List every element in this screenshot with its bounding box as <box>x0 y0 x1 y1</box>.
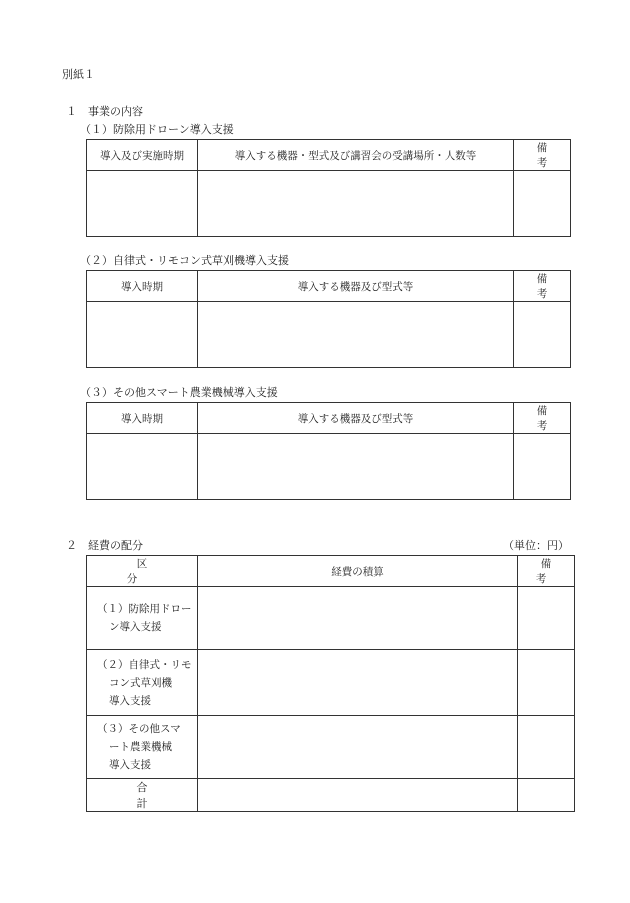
row3-estimate-cell[interactable] <box>198 716 518 779</box>
sub2-table <box>86 270 578 368</box>
sub2-period-cell[interactable] <box>87 302 198 368</box>
sub3-period-cell[interactable] <box>87 434 198 500</box>
row2-estimate-cell[interactable] <box>198 650 518 716</box>
section1-heading: １ 事業の内容 <box>66 105 143 118</box>
sub1-col2-header: 導入する機器・型式及び講習会の受講場所・人数等 <box>198 140 514 171</box>
category-header: 区 分 <box>87 556 198 587</box>
total-remarks-cell[interactable] <box>518 779 575 812</box>
sub3-title: （３）その他スマート農業機械導入支援 <box>80 386 278 399</box>
sub2-equipment-cell[interactable] <box>198 302 514 368</box>
row2-remarks-cell[interactable] <box>518 650 575 716</box>
row2-label: （２）自律式・リモ コン式草刈機 導入支援 <box>87 650 198 716</box>
total-row <box>87 779 575 812</box>
sub3-equipment-cell[interactable] <box>198 434 514 500</box>
total-label: 合 計 <box>87 779 198 812</box>
sub1-remarks-cell[interactable] <box>514 171 571 237</box>
sub1-period-cell[interactable] <box>87 171 198 237</box>
unit-label: （単位：円） <box>503 539 569 552</box>
sub1-col3-header: 備 考 <box>514 140 571 171</box>
row1-estimate-cell[interactable] <box>198 587 518 650</box>
remarks-header: 備 考 <box>518 556 575 587</box>
row3-remarks-cell[interactable] <box>518 716 575 779</box>
sub3-remarks-cell[interactable] <box>514 434 571 500</box>
sub3-col2-header: 導入する機器及び型式等 <box>198 403 514 434</box>
sub3-col3-header: 備 考 <box>514 403 571 434</box>
sub3-col1-header: 導入時期 <box>87 403 198 434</box>
sub2-remarks-cell[interactable] <box>514 302 571 368</box>
sub1-equipment-cell[interactable] <box>198 171 514 237</box>
sub3-table <box>86 402 578 500</box>
table-row <box>87 650 575 716</box>
row1-remarks-cell[interactable] <box>518 587 575 650</box>
sub1-col1-header: 導入及び実施時期 <box>87 140 198 171</box>
estimate-header: 経費の積算 <box>198 556 518 587</box>
table-row <box>87 716 575 779</box>
sub2-col3-header: 備 考 <box>514 271 571 302</box>
expense-table <box>86 555 582 812</box>
total-estimate-cell[interactable] <box>198 779 518 812</box>
sub2-col2-header: 導入する機器及び型式等 <box>198 271 514 302</box>
row3-label: （３）その他スマ ート農業機械 導入支援 <box>87 716 198 779</box>
page-label: 別紙１ <box>62 68 95 81</box>
sub2-title: （２）自律式・リモコン式草刈機導入支援 <box>80 254 289 267</box>
sub1-table <box>86 139 578 237</box>
table-row <box>87 587 575 650</box>
sub2-col1-header: 導入時期 <box>87 271 198 302</box>
section2-heading: ２ 経費の配分 <box>66 539 143 552</box>
row1-label: （１）防除用ドロー ン導入支援 <box>87 587 198 650</box>
sub1-title: （１）防除用ドローン導入支援 <box>80 123 234 136</box>
